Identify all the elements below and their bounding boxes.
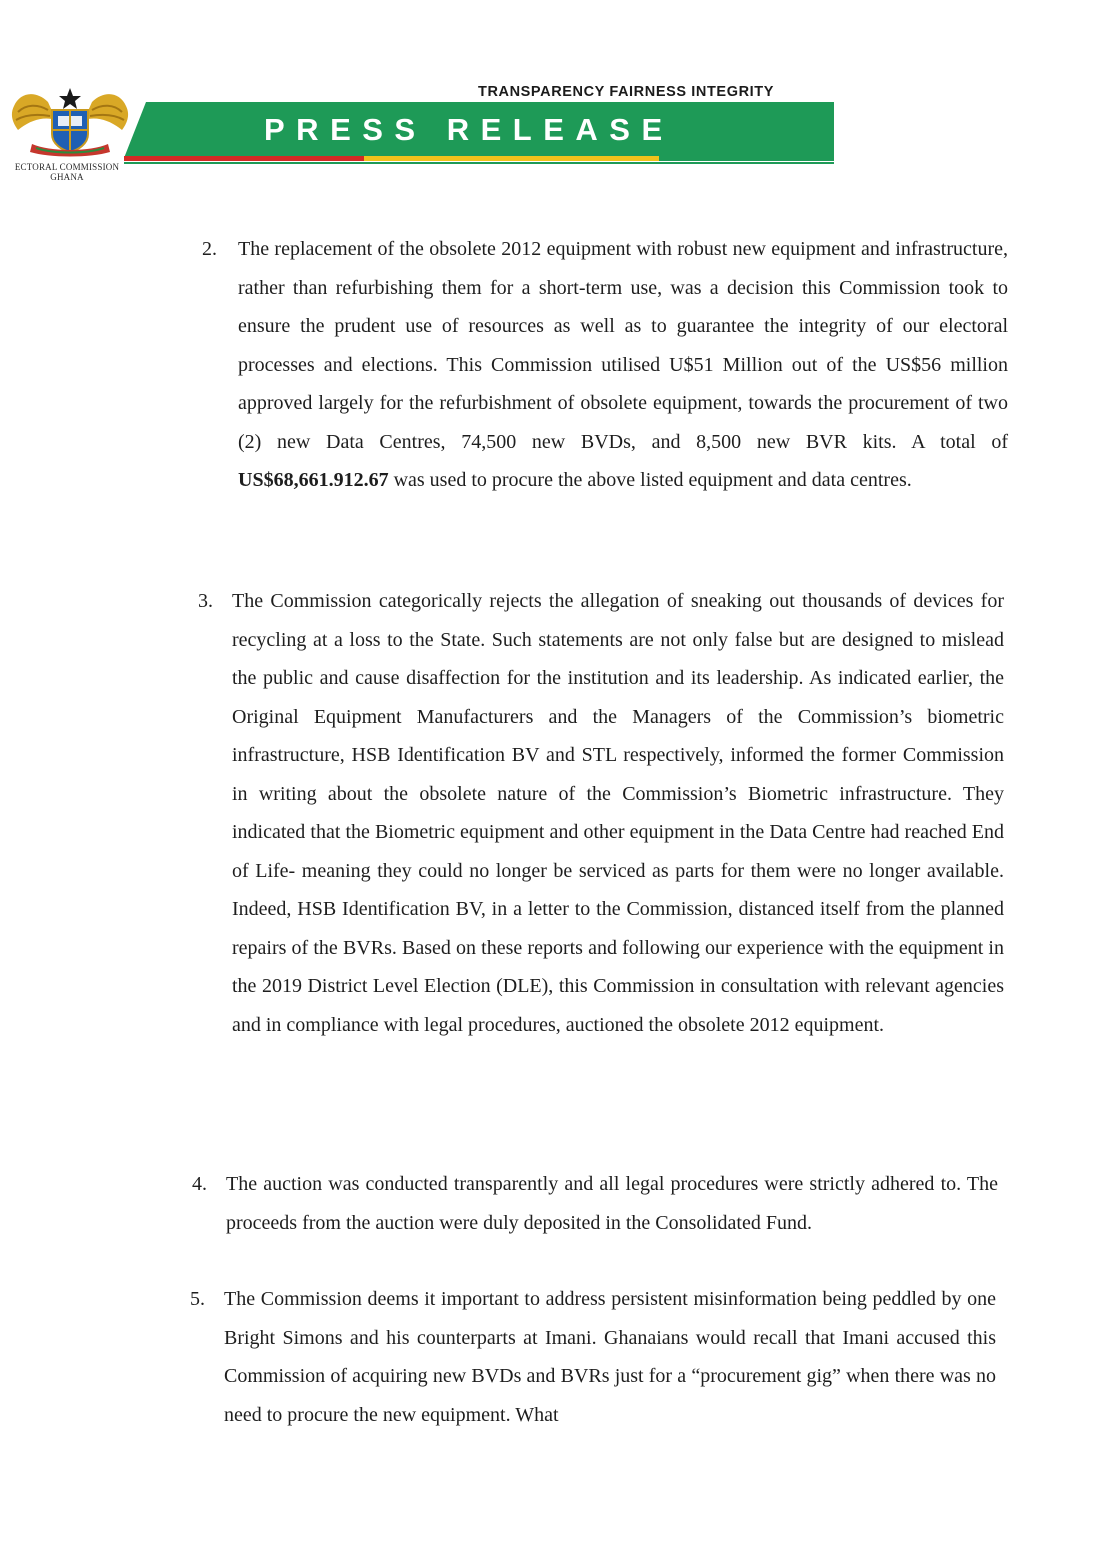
stripe-yellow [364, 156, 659, 161]
paragraph-number: 2. [202, 238, 217, 260]
paragraph-number: 4. [192, 1173, 207, 1195]
paragraph-text-part: was used to procure the above listed equipment and data centres. [388, 469, 912, 491]
stripe-underline [124, 162, 834, 164]
banner-title: PRESS RELEASE [264, 112, 674, 147]
total-amount: US$68,661.912.67 [238, 469, 389, 491]
paragraph-3 [198, 582, 1004, 1122]
stripe-green [659, 156, 834, 161]
coat-of-arms-logo [6, 86, 134, 158]
crest-caption [10, 162, 124, 182]
paragraph-text: The Commission categorically rejects the allegation of sneaking out thousands of devices for recycling at a loss to the State. Such statements are not only false but are designed to mislead the public and cause disaffection for the institution and its leadership. As indicated earlier, the Original Equipment Manufacturers and the Managers of the Commission’s biometric infrastructure, HSB Identification BV and STL respectively, informed the former Commission in writing about the obsolete nature of the Commission’s Biometric infrastructure. They indicated that the Biometric equipment and other equipment in the Data Centre had reached End of Life- meaning they could no longer be serviced as parts for them were no longer available. Indeed, HSB Identification BV, in a letter to the Commission, distanced itself from the planned repairs of the BVRs. Based on these reports and following our experience with the equipment in the 2019 District Level Election (DLE), this Commission in consultation with relevant agencies and in compliance with legal procedures, auctioned the obsolete 2012 equipment. [232, 590, 1004, 1036]
paragraph-text: The Commission deems it important to address persistent misinformation being peddled by one Bright Simons and his counterparts at Imani. Ghanaians would recall that Imani accused this Commission of acquiring new BVDs and BVRs just for a “procurement gig” when there was no need to procure the new equipment. What [224, 1288, 996, 1426]
crest-caption-line1: ECTORAL COMMISSION [14, 162, 120, 172]
paragraph-text-part: The replacement of the obsolete 2012 equipment with robust new equipment and infrastructure, rather than refurbishing them for a short-term use, was a decision this Commission took to ensure the prudent use of resources as well as to guarantee the integrity of our electoral processes and elections. This Commission utilised U$51 Million out of the US$56 million approved largely for the refurbishment of obsolete equipment, towards the procurement of two (2) new Data Centres, 74,500 new BVDs, and 8,500 new BVR kits. A total of [238, 238, 1008, 453]
paragraph-4 [192, 1165, 998, 1245]
paragraph-5 [190, 1280, 996, 1440]
paragraph-number: 3. [198, 590, 213, 612]
paragraph-number: 5. [190, 1288, 205, 1310]
paragraph-2 [202, 230, 1008, 542]
banner-stripes [124, 156, 834, 166]
paragraph-text: The auction was conducted transparently and all legal procedures were strictly adhered to. The proceeds from the auction were duly deposited in the Consolidated Fund. [226, 1173, 998, 1234]
crest-caption-line2: GHANA [50, 172, 84, 182]
stripe-red [124, 156, 364, 161]
paragraph-text [238, 230, 1008, 500]
tagline: TRANSPARENCY FAIRNESS INTEGRITY [477, 84, 774, 100]
